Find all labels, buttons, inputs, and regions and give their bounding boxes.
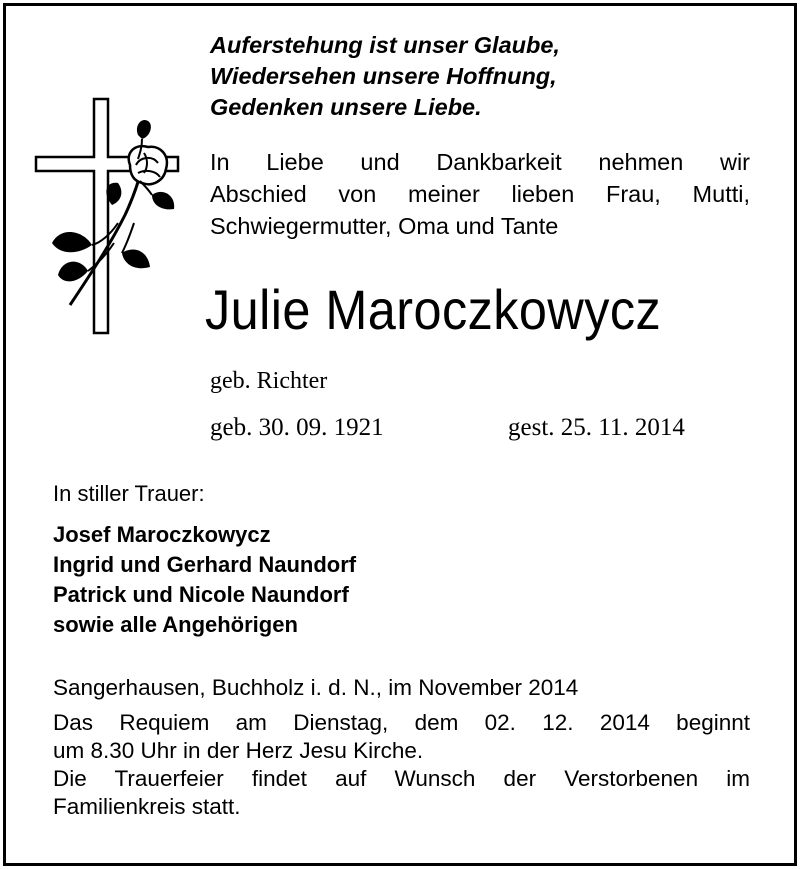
intro-line: Schwiegermutter, Oma und Tante <box>210 213 559 239</box>
cross-with-rose-icon <box>30 95 180 345</box>
mourner-name: Patrick und Nicole Naundorf <box>53 582 349 607</box>
mourners-list <box>53 520 356 640</box>
deceased-name: Julie Maroczkowycz <box>205 278 662 341</box>
death-date: gest. 25. 11. 2014 <box>508 414 685 441</box>
mourner-name: Josef Maroczkowycz <box>53 522 271 547</box>
intro-text <box>210 146 750 242</box>
service-notes <box>53 709 750 821</box>
note-line: Die Trauerfeier findet auf Wunsch der Verstorbenen im <box>53 766 750 791</box>
intro-line: In Liebe und Dankbarkeit nehmen wir <box>210 149 750 175</box>
motto-line: Gedenken unsere Liebe. <box>210 94 482 120</box>
motto-line: Wiedersehen unsere Hoffnung, <box>210 63 557 89</box>
place-date: Sangerhausen, Buchholz i. d. N., im November 2014 <box>53 675 579 700</box>
intro-line: Abschied von meiner lieben Frau, Mutti, <box>210 181 750 207</box>
note-line: Das Requiem am Dienstag, dem 02. 12. 2014 beginnt <box>53 710 750 735</box>
motto <box>210 30 770 123</box>
birth-date: geb. 30. 09. 1921 <box>210 414 384 441</box>
note-line: um 8.30 Uhr in der Herz Jesu Kirche. <box>53 738 424 763</box>
maiden-name: geb. Richter <box>210 368 328 394</box>
motto-line: Auferstehung ist unser Glaube, <box>210 32 560 58</box>
mourner-name: Ingrid und Gerhard Naundorf <box>53 552 357 577</box>
note-line: Familienkreis statt. <box>53 794 241 819</box>
mourner-name: sowie alle Angehörigen <box>53 612 298 637</box>
mourning-intro: In stiller Trauer: <box>53 481 205 506</box>
